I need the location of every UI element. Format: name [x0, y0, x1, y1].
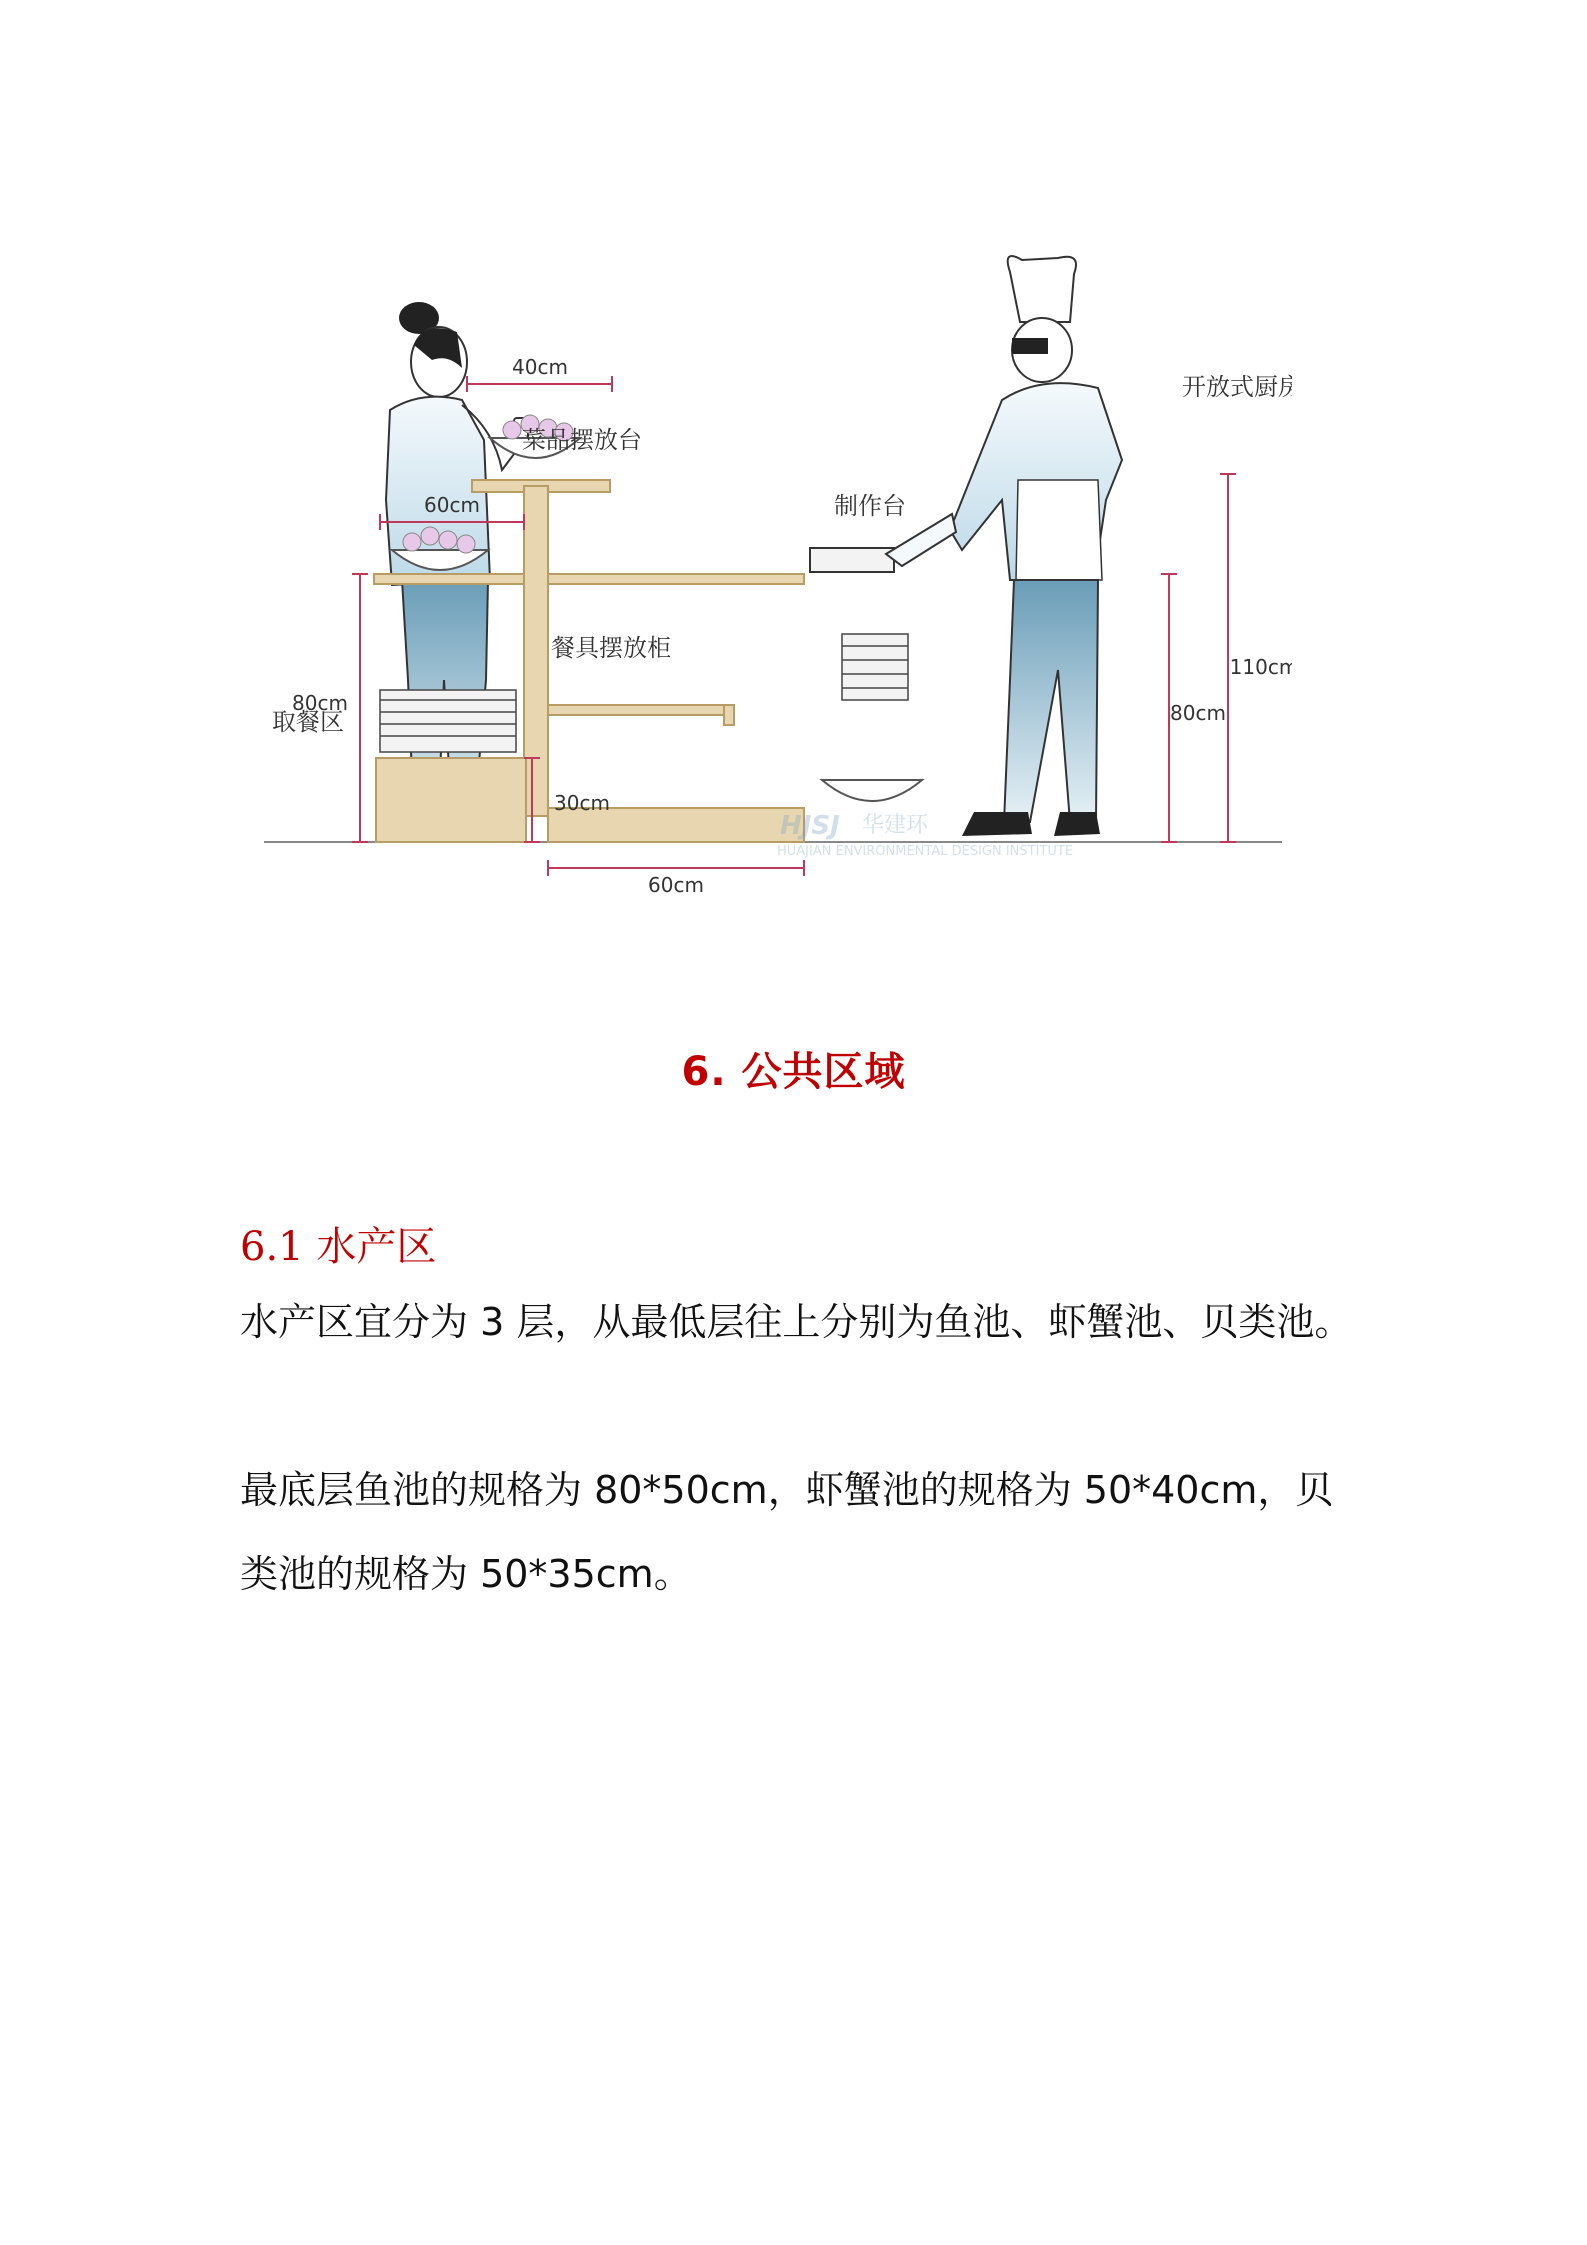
watermark-en: HUAJIAN ENVIRONMENTAL DESIGN INSTITUTE [777, 844, 1074, 859]
customer-figure [386, 302, 528, 836]
watermark-cn: 华建环 [862, 813, 929, 838]
counter-section-diagram [262, 250, 1292, 910]
label-prep-table: 制作台 [834, 492, 906, 520]
section-heading: 6. 公共区域 [681, 1049, 906, 1095]
label-dish-display: 菜品摆放台 [522, 426, 642, 454]
dim-height-left [352, 574, 368, 842]
diagram-svg [262, 250, 1292, 910]
label-pickup-area: 取餐区 [272, 708, 344, 736]
dim-label-height-right: 80cm [1170, 701, 1226, 725]
label-open-kitchen: 开放式厨房 [1182, 373, 1292, 401]
watermark-logo: HJSJ [780, 811, 840, 841]
chef-figure [886, 256, 1122, 836]
dim-label-bottom-width: 60cm [648, 873, 704, 897]
label-tableware-cabinet: 餐具摆放柜 [551, 634, 671, 662]
plate-stack-right [842, 634, 908, 700]
dim-label-counter-width: 60cm [424, 493, 480, 517]
subsection-heading: 6.1 水产区 [240, 1224, 437, 1270]
plate-stack-left [380, 690, 516, 752]
paragraph-layers: 水产区宜分为 3 层，从最低层往上分别为鱼池、虾蟹池、贝类池。 [240, 1300, 1353, 1344]
dim-label-height-left: 80cm [292, 691, 348, 715]
prep-board [810, 548, 894, 572]
paragraph-specs: 最底层鱼池的规格为 80*50cm，虾蟹池的规格为 50*40cm，贝类池的规格为 50*35cm。 [240, 1468, 1334, 1596]
dim-label-base-height: 30cm [554, 791, 610, 815]
bottom-bowl [822, 780, 922, 801]
dim-label-top-width: 40cm [512, 355, 568, 379]
dim-label-total-height: 110cm [1229, 655, 1292, 679]
